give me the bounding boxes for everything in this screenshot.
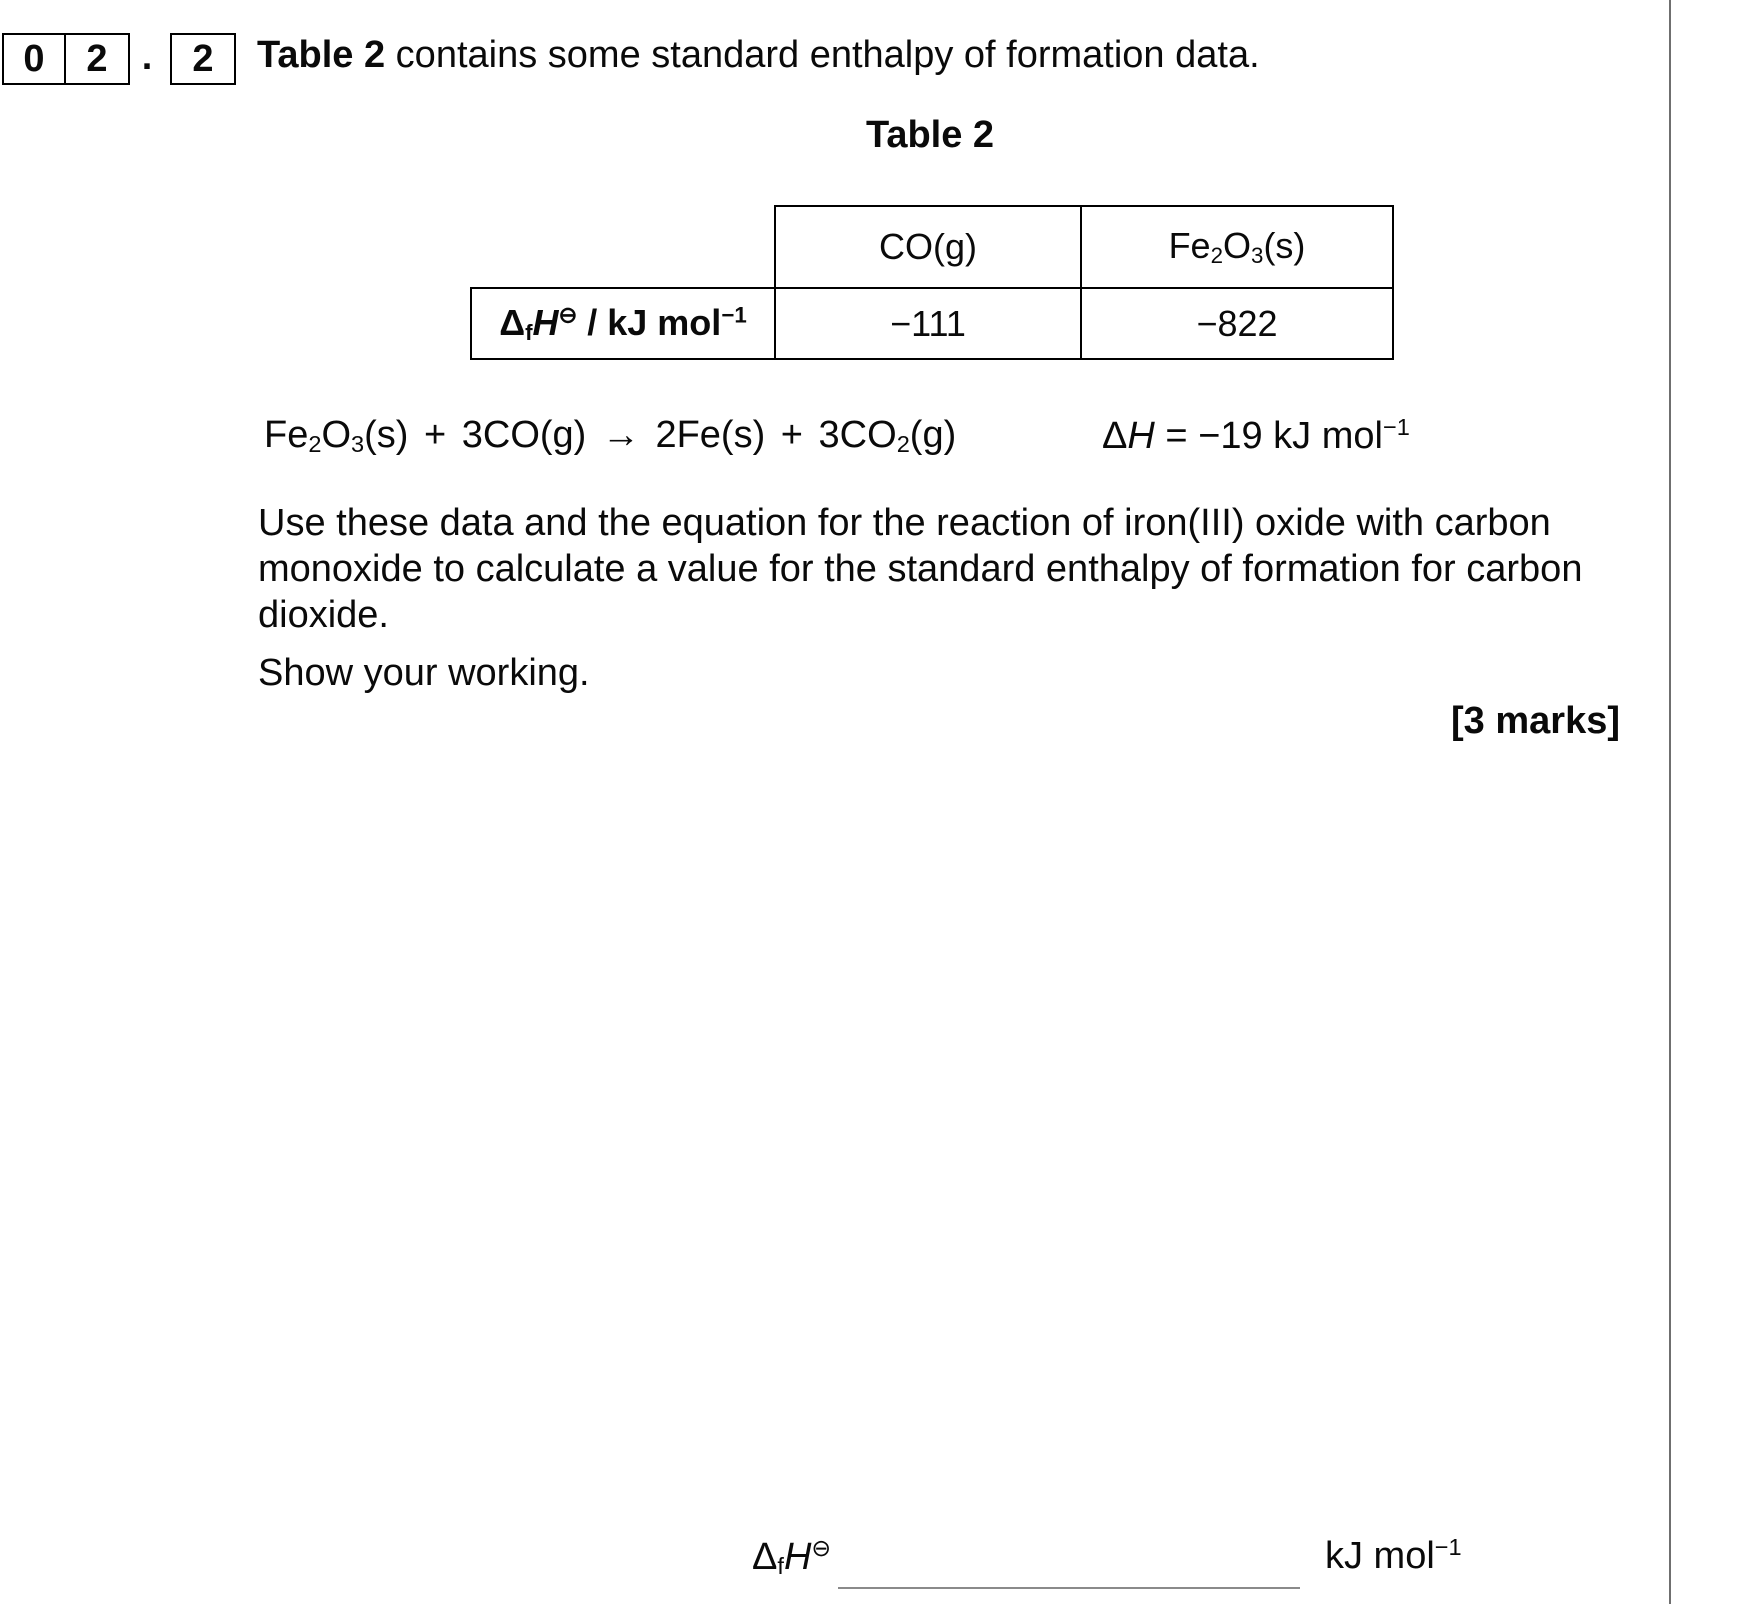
table-header-row	[471, 206, 1393, 288]
marks-label: [3 marks]	[1451, 700, 1620, 742]
intro-text: contains some standard enthalpy of formation data.	[385, 34, 1260, 76]
instruction-line: Use these data and the equation for the reaction of iron(III) oxide with carbon	[258, 502, 1551, 544]
page-edge-rule	[1669, 0, 1671, 1604]
question-number-separator: .	[141, 36, 153, 78]
table-header-fe2o3: Fe2O3(s)	[1081, 206, 1393, 288]
instruction-line: dioxide.	[258, 594, 389, 636]
question-intro	[257, 34, 1260, 77]
question-subnumber-digit: 2	[192, 38, 214, 80]
answer-blank[interactable]	[838, 1541, 1300, 1589]
enthalpy-table	[470, 205, 1394, 360]
table-data-row	[471, 288, 1393, 359]
reaction-equation: Fe2O3(s) + 3CO(g) → 2Fe(s) + 3CO2(g)	[264, 414, 957, 458]
answer-unit: kJ mol$^{-1}$	[1325, 1534, 1462, 1577]
table-value-co: −111	[775, 288, 1081, 359]
intro-table-ref: Table 2	[257, 34, 386, 76]
instruction-paragraph	[258, 500, 1582, 638]
question-number-box-1	[2, 33, 66, 85]
instruction-line: monoxide to calculate a value for the standard enthalpy of formation for carbon	[258, 548, 1583, 590]
table-row-label: ΔfH⊖ / kJ mol$^{-1}$	[471, 288, 775, 359]
table-corner-cell	[471, 206, 775, 288]
question-number-digit: 2	[86, 38, 108, 80]
answer-label: ΔfH⊖	[752, 1535, 832, 1580]
table-value-fe2o3: −822	[1081, 288, 1393, 359]
question-number-box-2	[64, 33, 130, 85]
question-subnumber-box	[170, 33, 236, 85]
enthalpy-change-value: ΔH = −19 kJ mol$^{-1}$	[1102, 414, 1410, 457]
show-working-text: Show your working.	[258, 652, 590, 694]
table-header-co: CO(g)	[775, 206, 1081, 288]
question-number-digit: 0	[23, 38, 45, 80]
table-title: Table 2	[865, 114, 995, 156]
